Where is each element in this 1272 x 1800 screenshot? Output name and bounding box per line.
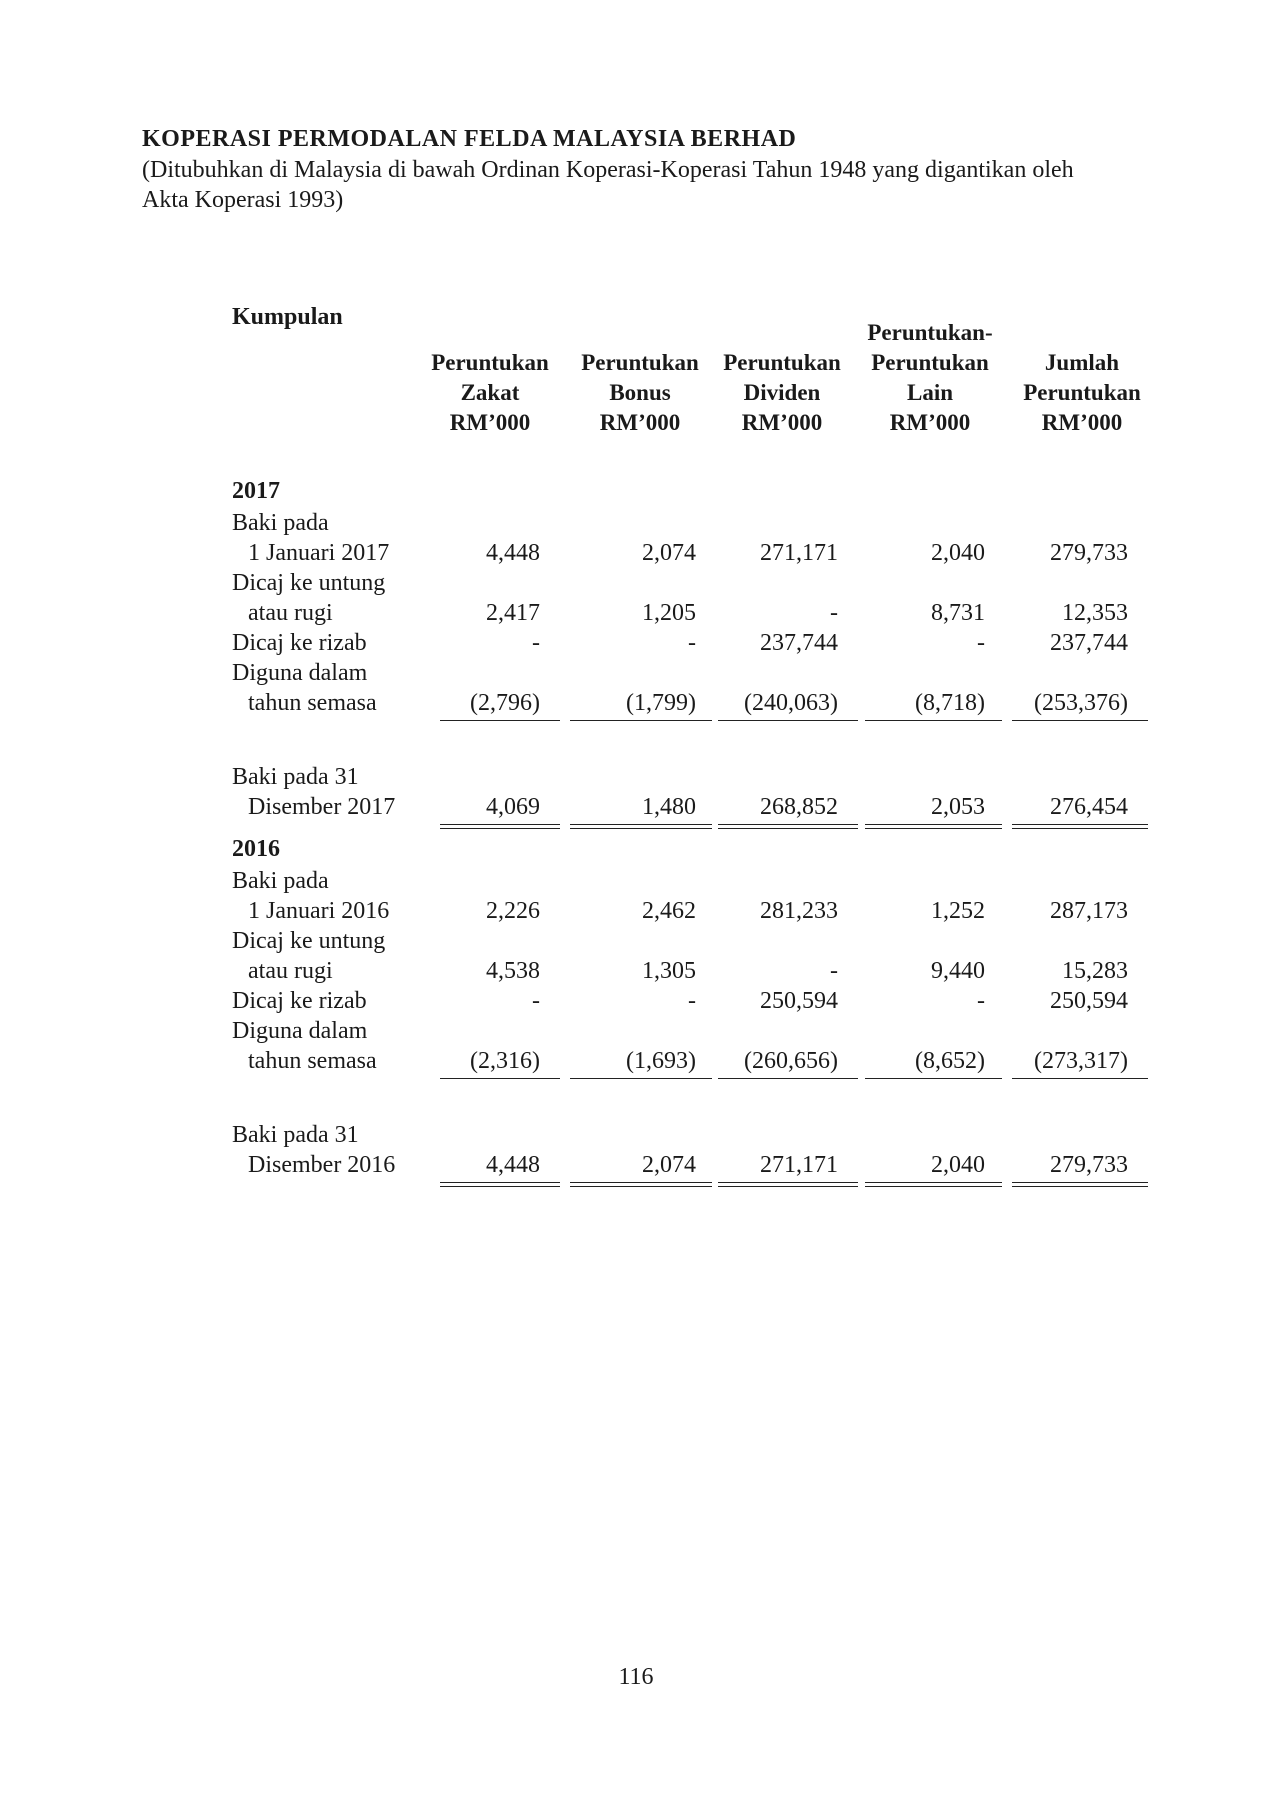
- subtotal-underline: [865, 1078, 1002, 1079]
- subtotal-underline: [865, 720, 1002, 721]
- row-label: Dicaj ke untung: [232, 928, 386, 954]
- cell-value: 237,744: [1050, 630, 1128, 656]
- column-header-line: Bonus: [609, 380, 671, 405]
- organization-name: KOPERASI PERMODALAN FELDA MALAYSIA BERHAD: [142, 126, 797, 152]
- closing-value: 2,053: [931, 794, 985, 820]
- cell-value: -: [532, 630, 540, 656]
- cell-value: (240,063): [744, 690, 838, 716]
- cell-value: (2,316): [470, 1048, 540, 1074]
- section-year: 2017: [232, 478, 280, 504]
- column-header-line: Zakat: [460, 380, 520, 405]
- column-header-line: RM’000: [449, 410, 531, 435]
- page-number: 116: [618, 1664, 654, 1690]
- closing-value: 279,733: [1050, 1152, 1128, 1178]
- closing-value: 2,040: [931, 1152, 985, 1178]
- column-header-line: RM’000: [741, 410, 823, 435]
- cell-value: 4,448: [486, 540, 540, 566]
- closing-value: 268,852: [760, 794, 838, 820]
- column-header-line: Jumlah: [1044, 350, 1120, 375]
- total-double-underline: [570, 824, 712, 829]
- row-label: Diguna dalam: [232, 660, 368, 686]
- cell-value: (8,652): [915, 1048, 985, 1074]
- cell-value: 2,226: [486, 898, 540, 924]
- total-double-underline: [570, 1182, 712, 1187]
- column-header-line: RM’000: [599, 410, 681, 435]
- closing-label: Baki pada 31: [232, 764, 359, 790]
- total-double-underline: [440, 1182, 560, 1187]
- cell-value: -: [830, 958, 838, 984]
- cell-value: 2,462: [642, 898, 696, 924]
- cell-value: 287,173: [1050, 898, 1128, 924]
- cell-value: 4,538: [486, 958, 540, 984]
- cell-value: 9,440: [931, 958, 985, 984]
- column-header-line: Peruntukan: [431, 350, 549, 375]
- subtotal-underline: [440, 720, 560, 721]
- subtotal-underline: [570, 720, 712, 721]
- cell-value: -: [532, 988, 540, 1014]
- column-header-line: RM’000: [1041, 410, 1123, 435]
- closing-value: 1,480: [642, 794, 696, 820]
- cell-value: (8,718): [915, 690, 985, 716]
- cell-value: 2,040: [931, 540, 985, 566]
- closing-value: 276,454: [1050, 794, 1128, 820]
- cell-value: (260,656): [744, 1048, 838, 1074]
- subtotal-underline: [718, 1078, 858, 1079]
- total-double-underline: [1012, 824, 1148, 829]
- subtotal-underline: [440, 1078, 560, 1079]
- cell-value: -: [977, 988, 985, 1014]
- organization-subtitle: (Ditubuhkan di Malaysia di bawah Ordinan Koperasi-Koperasi Tahun 1948 yang digantikan oleh Akta Koperasi 1993): [142, 157, 1074, 213]
- subtotal-underline: [718, 720, 858, 721]
- row-label: atau rugi: [248, 958, 333, 984]
- row-label: 1 Januari 2017: [248, 540, 390, 566]
- closing-value: 271,171: [760, 1152, 838, 1178]
- column-header-line: RM’000: [889, 410, 971, 435]
- total-double-underline: [718, 824, 858, 829]
- cell-value: 250,594: [760, 988, 838, 1014]
- column-header-line: Peruntukan: [1023, 380, 1141, 405]
- total-double-underline: [865, 824, 1002, 829]
- row-label: Baki pada: [232, 510, 329, 536]
- cell-value: 2,417: [486, 600, 540, 626]
- subtotal-underline: [1012, 720, 1148, 721]
- closing-value: 2,074: [642, 1152, 696, 1178]
- cell-value: 271,171: [760, 540, 838, 566]
- row-label: Baki pada: [232, 868, 329, 894]
- column-header-line: Peruntukan-: [867, 320, 993, 345]
- cell-value: 281,233: [760, 898, 838, 924]
- closing-value: 4,448: [486, 1152, 540, 1178]
- cell-value: -: [830, 600, 838, 626]
- cell-value: 1,305: [642, 958, 696, 984]
- column-header-line: Dividen: [743, 380, 821, 405]
- total-double-underline: [440, 824, 560, 829]
- total-double-underline: [865, 1182, 1002, 1187]
- column-header-line: Peruntukan: [871, 350, 989, 375]
- cell-value: 2,074: [642, 540, 696, 566]
- cell-value: -: [688, 988, 696, 1014]
- column-header-line: Peruntukan: [581, 350, 699, 375]
- cell-value: (253,376): [1034, 690, 1128, 716]
- row-label: Dicaj ke untung: [232, 570, 386, 596]
- row-label: 1 Januari 2016: [248, 898, 390, 924]
- total-double-underline: [718, 1182, 858, 1187]
- cell-value: (1,693): [626, 1048, 696, 1074]
- cell-value: 1,252: [931, 898, 985, 924]
- row-label: atau rugi: [248, 600, 333, 626]
- cell-value: -: [688, 630, 696, 656]
- total-double-underline: [1012, 1182, 1148, 1187]
- section-year: 2016: [232, 836, 280, 862]
- closing-label: Disember 2016: [248, 1152, 396, 1178]
- cell-value: -: [977, 630, 985, 656]
- row-label: tahun semasa: [248, 690, 377, 716]
- cell-value: 8,731: [931, 600, 985, 626]
- subtotal-underline: [1012, 1078, 1148, 1079]
- closing-value: 4,069: [486, 794, 540, 820]
- cell-value: 12,353: [1062, 600, 1128, 626]
- cell-value: (1,799): [626, 690, 696, 716]
- cell-value: (2,796): [470, 690, 540, 716]
- cell-value: (273,317): [1034, 1048, 1128, 1074]
- row-label: tahun semasa: [248, 1048, 377, 1074]
- cell-value: 15,283: [1062, 958, 1128, 984]
- column-header-line: Lain: [906, 380, 954, 405]
- cell-value: 279,733: [1050, 540, 1128, 566]
- column-header-line: Peruntukan: [723, 350, 841, 375]
- cell-value: 250,594: [1050, 988, 1128, 1014]
- closing-label: Disember 2017: [248, 794, 396, 820]
- group-heading: Kumpulan: [232, 304, 343, 330]
- subtotal-underline: [570, 1078, 712, 1079]
- cell-value: 1,205: [642, 600, 696, 626]
- row-label: Dicaj ke rizab: [232, 988, 367, 1014]
- row-label: Dicaj ke rizab: [232, 630, 367, 656]
- cell-value: 237,744: [760, 630, 838, 656]
- closing-label: Baki pada 31: [232, 1122, 359, 1148]
- row-label: Diguna dalam: [232, 1018, 368, 1044]
